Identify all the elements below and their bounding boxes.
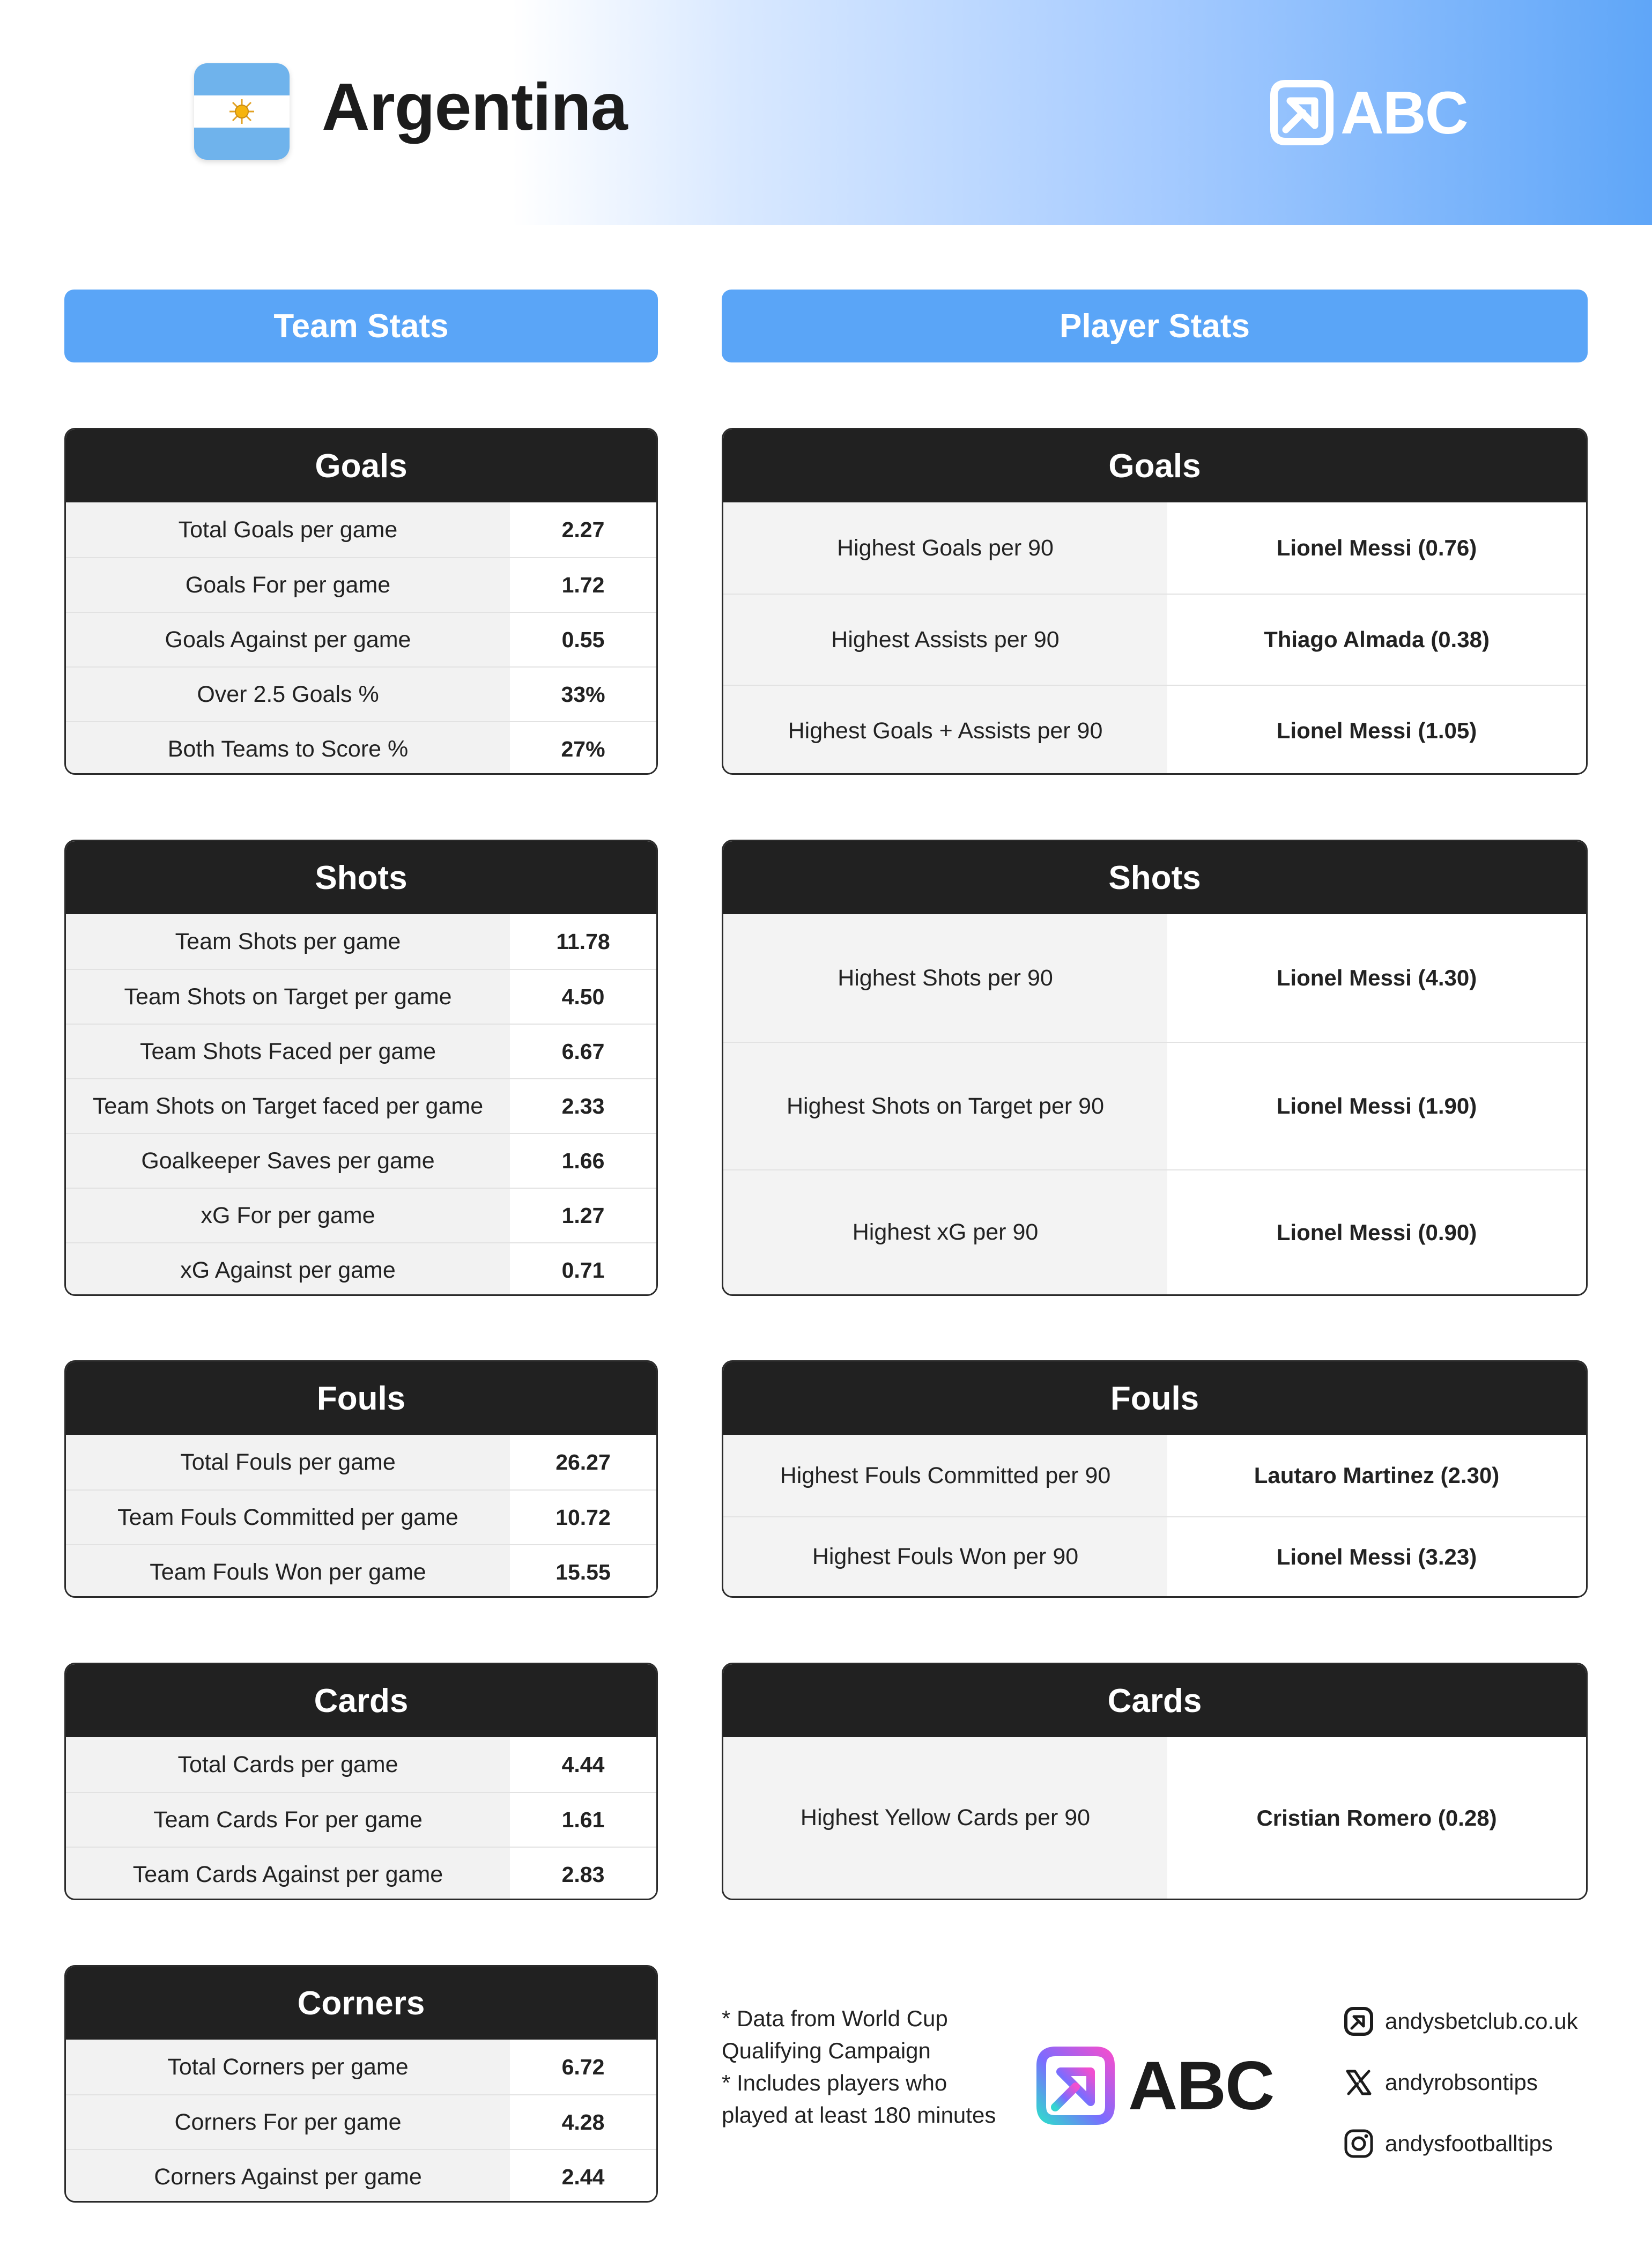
table-row bbox=[723, 1169, 1586, 1294]
x-icon bbox=[1343, 2067, 1374, 2098]
table-row bbox=[66, 1188, 656, 1242]
stat-value: 4.44 bbox=[510, 1737, 656, 1792]
stat-label: Team Shots on Target per game bbox=[66, 970, 510, 1024]
stat-value: 2.44 bbox=[510, 2150, 656, 2203]
table-row bbox=[723, 914, 1586, 1042]
player-value: Cristian Romero (0.28) bbox=[1167, 1737, 1586, 1899]
player-cards-card bbox=[722, 1663, 1588, 1900]
card-title: Corners bbox=[66, 1967, 656, 2040]
stat-label: Team Fouls Committed per game bbox=[66, 1491, 510, 1544]
stat-label: Team Cards Against per game bbox=[66, 1848, 510, 1900]
section-player-stats: Player Stats bbox=[722, 290, 1588, 362]
stat-value: 11.78 bbox=[510, 914, 656, 969]
social-instagram-label: andysfootballtips bbox=[1385, 2131, 1553, 2156]
stat-label: Highest Yellow Cards per 90 bbox=[723, 1737, 1167, 1899]
team-cards-card bbox=[64, 1663, 658, 1900]
stat-value: 4.50 bbox=[510, 970, 656, 1024]
stat-value: 0.71 bbox=[510, 1243, 656, 1296]
social-website[interactable] bbox=[1343, 2003, 1578, 2040]
argentina-flag-icon bbox=[194, 63, 290, 160]
table-row bbox=[66, 1792, 656, 1847]
table-row bbox=[723, 594, 1586, 685]
stat-label: Over 2.5 Goals % bbox=[66, 668, 510, 721]
table-row bbox=[66, 2149, 656, 2203]
stat-label: Corners For per game bbox=[66, 2095, 510, 2149]
brand-logo-top bbox=[1270, 79, 1468, 146]
table-row bbox=[723, 1737, 1586, 1899]
stat-label: Highest xG per 90 bbox=[723, 1170, 1167, 1294]
stat-value: 15.55 bbox=[510, 1545, 656, 1598]
player-value: Lionel Messi (1.05) bbox=[1167, 686, 1586, 775]
stat-value: 0.55 bbox=[510, 613, 656, 666]
stat-value: 6.72 bbox=[510, 2040, 656, 2094]
card-title: Goals bbox=[723, 429, 1586, 502]
stat-label: Highest Fouls Won per 90 bbox=[723, 1517, 1167, 1596]
stat-value: 1.27 bbox=[510, 1189, 656, 1242]
player-value: Lionel Messi (4.30) bbox=[1167, 914, 1586, 1042]
stat-label: Goals Against per game bbox=[66, 613, 510, 666]
stat-label: Team Shots on Target faced per game bbox=[66, 1079, 510, 1133]
team-goals-card bbox=[64, 428, 658, 775]
table-row bbox=[723, 685, 1586, 775]
sun-of-may-icon bbox=[228, 98, 255, 125]
social-links bbox=[1343, 2003, 1578, 2186]
brand-name: ABC bbox=[1340, 79, 1468, 146]
table-row bbox=[723, 502, 1586, 594]
stat-value: 1.61 bbox=[510, 1793, 656, 1847]
table-row bbox=[66, 612, 656, 666]
player-goals-card bbox=[722, 428, 1588, 775]
card-title: Goals bbox=[66, 429, 656, 502]
abc-logo-icon bbox=[1343, 2006, 1374, 2037]
card-title: Shots bbox=[66, 841, 656, 914]
social-instagram[interactable] bbox=[1343, 2125, 1578, 2162]
table-row bbox=[66, 1024, 656, 1078]
table-row bbox=[66, 2094, 656, 2149]
stat-label: Highest Shots on Target per 90 bbox=[723, 1043, 1167, 1169]
page-title: Argentina bbox=[322, 70, 627, 144]
stat-label: Highest Goals + Assists per 90 bbox=[723, 686, 1167, 775]
stat-value: 4.28 bbox=[510, 2095, 656, 2149]
stat-label: Highest Fouls Committed per 90 bbox=[723, 1435, 1167, 1516]
social-x[interactable] bbox=[1343, 2064, 1578, 2101]
table-row bbox=[66, 1847, 656, 1900]
card-title: Cards bbox=[66, 1664, 656, 1737]
card-title: Fouls bbox=[723, 1362, 1586, 1435]
stat-label: xG For per game bbox=[66, 1189, 510, 1242]
table-row bbox=[723, 1042, 1586, 1169]
card-title: Cards bbox=[723, 1664, 1586, 1737]
stat-label: Highest Assists per 90 bbox=[723, 595, 1167, 685]
stat-label: Team Cards For per game bbox=[66, 1793, 510, 1847]
abc-logo-icon bbox=[1270, 79, 1334, 146]
stat-value: 33% bbox=[510, 668, 656, 721]
table-row bbox=[723, 1435, 1586, 1516]
stat-label: Goals For per game bbox=[66, 558, 510, 612]
card-title: Shots bbox=[723, 841, 1586, 914]
player-value: Lionel Messi (1.90) bbox=[1167, 1043, 1586, 1169]
stat-label: Total Cards per game bbox=[66, 1737, 510, 1792]
social-website-label: andysbetclub.co.uk bbox=[1385, 2008, 1578, 2034]
team-corners-card bbox=[64, 1965, 658, 2203]
table-row bbox=[66, 1544, 656, 1598]
stat-value: 27% bbox=[510, 722, 656, 775]
table-row bbox=[66, 969, 656, 1024]
card-title: Fouls bbox=[66, 1362, 656, 1435]
table-row bbox=[66, 1435, 656, 1489]
stat-label: Corners Against per game bbox=[66, 2150, 510, 2203]
stat-label: Goalkeeper Saves per game bbox=[66, 1134, 510, 1188]
stat-label: Team Shots per game bbox=[66, 914, 510, 969]
stat-label: Total Goals per game bbox=[66, 502, 510, 557]
player-value: Thiago Almada (0.38) bbox=[1167, 595, 1586, 685]
stat-value: 1.72 bbox=[510, 558, 656, 612]
stat-value: 1.66 bbox=[510, 1134, 656, 1188]
stat-label: xG Against per game bbox=[66, 1243, 510, 1296]
stat-label: Highest Shots per 90 bbox=[723, 914, 1167, 1042]
stat-value: 2.83 bbox=[510, 1848, 656, 1900]
table-row bbox=[66, 502, 656, 557]
brand-name: ABC bbox=[1128, 2047, 1274, 2124]
table-row bbox=[66, 2040, 656, 2094]
stat-label: Total Corners per game bbox=[66, 2040, 510, 2094]
stat-value: 6.67 bbox=[510, 1025, 656, 1078]
table-row bbox=[66, 1133, 656, 1188]
instagram-icon bbox=[1343, 2128, 1374, 2159]
stat-value: 10.72 bbox=[510, 1491, 656, 1544]
table-row bbox=[66, 557, 656, 612]
stat-label: Both Teams to Score % bbox=[66, 722, 510, 775]
table-row bbox=[66, 1489, 656, 1544]
player-value: Lionel Messi (0.90) bbox=[1167, 1170, 1586, 1294]
team-fouls-card bbox=[64, 1360, 658, 1598]
table-row bbox=[66, 666, 656, 721]
stat-value: 2.27 bbox=[510, 502, 656, 557]
footnote-minutes: * Includes players who played at least 180 minutes bbox=[722, 2070, 996, 2128]
footnote bbox=[722, 2003, 1001, 2131]
table-row bbox=[66, 721, 656, 775]
abc-logo-icon bbox=[1036, 2046, 1115, 2125]
stat-value: 26.27 bbox=[510, 1435, 656, 1489]
social-x-label: andyrobsontips bbox=[1385, 2070, 1538, 2095]
player-fouls-card bbox=[722, 1360, 1588, 1598]
player-value: Lionel Messi (0.76) bbox=[1167, 502, 1586, 594]
table-row bbox=[66, 1737, 656, 1792]
stat-label: Team Fouls Won per game bbox=[66, 1545, 510, 1598]
player-value: Lionel Messi (3.23) bbox=[1167, 1517, 1586, 1596]
team-shots-card bbox=[64, 840, 658, 1296]
player-shots-card bbox=[722, 840, 1588, 1296]
stat-value: 2.33 bbox=[510, 1079, 656, 1133]
footnote-data-source: * Data from World Cup Qualifying Campaign bbox=[722, 2006, 948, 2063]
table-row bbox=[66, 1078, 656, 1133]
stat-label: Team Shots Faced per game bbox=[66, 1025, 510, 1078]
table-row bbox=[66, 1242, 656, 1296]
brand-logo-bottom bbox=[1036, 2046, 1273, 2125]
section-team-stats: Team Stats bbox=[64, 290, 658, 362]
stat-label: Highest Goals per 90 bbox=[723, 502, 1167, 594]
table-row bbox=[66, 914, 656, 969]
table-row bbox=[723, 1516, 1586, 1596]
stat-label: Total Fouls per game bbox=[66, 1435, 510, 1489]
player-value: Lautaro Martinez (2.30) bbox=[1167, 1435, 1586, 1516]
